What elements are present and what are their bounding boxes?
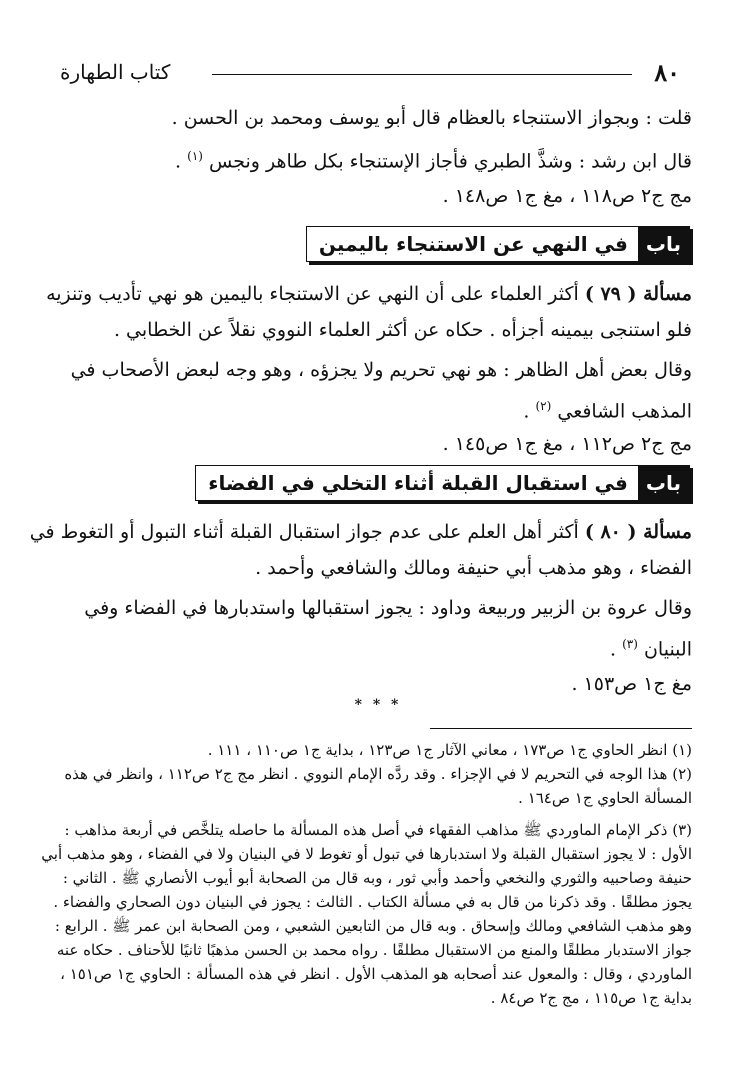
masala-80-line-1 — [29, 514, 692, 550]
chapter-heading-2 — [195, 465, 690, 501]
footnote-2-line-1: (٢) هذا الوجه في التحريم لا في الإجزاء . وقد ردَّه الإمام النووي . انظر مج ج٢ ص١١٢ ، وانظر في هذه — [64, 765, 692, 783]
intro-line-2 — [62, 138, 692, 179]
masala-79-line-1 — [46, 276, 692, 312]
footnote-3-line-7: الماوردي ، وقال : والمعول عند أصحابه هو المذهب الأول . انظر في هذه المسألة : الحاوي ج١ ص١٥١ ، — [60, 965, 692, 983]
footnote-rule — [430, 728, 692, 729]
footnote-ref-2[interactable]: (٢) — [535, 399, 552, 413]
masala-text: أكثر العلماء على أن النهي عن الاستنجاء باليمين هو نهي تأديب وتنزيه — [46, 283, 585, 305]
chapter-word: باب — [638, 466, 689, 500]
footnote-3-line-1: (٣) ذكر الإمام الماوردي ﷺ مذاهب الفقهاء في أصل هذه المسألة ما حاصله يتلخَّص في أربعة مذاهب : — [64, 821, 692, 839]
footnote-3-line-4: يجوز مطلقًا . وقد ذكرنا من قال به في مسألة الكتاب . الثالث : يجوز في البنيان دون الصحاري والفضاء . — [53, 893, 692, 911]
chapter-title: في النهي عن الاستنجاء باليمين — [318, 232, 628, 256]
section2-p2-end: . — [610, 638, 623, 661]
section2-p2-line-1: وقال عروة بن الزبير وربيعة وداود : يجوز استقبالها واستدبارها في الفضاء وفي — [84, 597, 692, 619]
chapter-word: باب — [638, 227, 689, 261]
chapter-heading-1 — [306, 226, 690, 262]
footnote-3-line-8: بداية ج١ ص١١٥ ، مج ج٢ ص٨٤ . — [490, 989, 692, 1007]
footnote-ref-1[interactable]: (١) — [187, 149, 203, 163]
chapter-title: في استقبال القبلة أثناء التخلي في الفضاء — [208, 471, 628, 495]
footnote-3-line-5: وهو مذهب الشافعي ومالك وإسحاق . وبه قال من التابعين الشعبي ، ومن الصحابة ابن عمر ﷺ . الرابع : — [54, 917, 692, 935]
footnote-ref-3[interactable]: (٣) — [622, 637, 638, 651]
header-rule — [212, 74, 632, 75]
masala-label: مسألة ( ٧٩ ) — [584, 283, 692, 305]
page-number: ٨٠ — [654, 58, 680, 87]
section1-p2-text: المذهب الشافعي — [551, 400, 692, 423]
running-header — [60, 58, 680, 90]
section1-source: مج ج٢ ص١١٢ ، مغ ج١ ص١٤٥ . — [442, 433, 692, 455]
footnote-3-line-6: جواز الاستدبار مطلقًا والمنع من الاستقبال مطلقًا . رواه محمد بن الحسن مذهبًا ثانيًا للأحناف . حكاه عنه — [56, 941, 692, 959]
section2-p2-text: البنيان — [637, 638, 692, 661]
footnote-1: (١) انظر الحاوي ج١ ص١٧٣ ، معاني الآثار ج١ ص١٢٣ ، بداية ج١ ص١١٠ ، ١١١ . — [207, 741, 692, 759]
masala-80-line-2: الفضاء ، وهو مذهب أبي حنيفة ومالك والشافعي وأحمد . — [255, 557, 692, 579]
intro-line-2-end: . — [175, 150, 188, 173]
masala-79-line-2: فلو استنجى بيمينه أجزأه . حكاه عن أكثر العلماء النووي نقلاً عن الخطابي . — [113, 319, 692, 341]
intro-line-2-text: قال ابن رشد : وشذَّ الطبري فأجاز الإستنجاء بكل طاهر ونجس — [202, 150, 692, 173]
footnote-3-line-3: حنيفة وصاحبيه والثوري والنخعي وأحمد وأبي ثور ، وبه قال من الصحابة أبو أيوب الأنصاري ﷺ . الثاني : — [62, 869, 692, 887]
section1-p2-line-2 — [62, 388, 692, 429]
footnote-3-line-2: الأول : لا يجوز استقبال القبلة ولا استدبارها في تبول أو تغوط لا في البنيان ولا في الفضاء ، وهو مذهب أبي — [41, 845, 692, 863]
section2-source: مغ ج١ ص١٥٣ . — [571, 673, 692, 695]
intro-source: مج ج٢ ص١١٨ ، مغ ج١ ص١٤٨ . — [442, 185, 692, 207]
section1-p2-line-1: وقال بعض أهل الظاهر : هو نهي تحريم ولا يجزؤه ، وهو وجه لبعض الأصحاب في — [70, 359, 692, 381]
section2-p2-line-2 — [62, 626, 692, 667]
masala-label: مسألة ( ٨٠ ) — [584, 521, 692, 543]
footnote-2-line-2: المسألة الحاوي ج١ ص١٦٤ . — [518, 789, 692, 807]
book-title: كتاب الطهارة — [60, 60, 171, 84]
intro-line-1: قلت : وبجواز الاستنجاء بالعظام قال أبو يوسف ومحمد بن الحسن . — [171, 107, 692, 129]
section1-p2-end: . — [523, 400, 536, 423]
section-separator: * * * — [354, 697, 402, 713]
masala-text: أكثر أهل العلم على عدم جواز استقبال القبلة أثناء التبول أو التغوط في — [29, 521, 585, 543]
